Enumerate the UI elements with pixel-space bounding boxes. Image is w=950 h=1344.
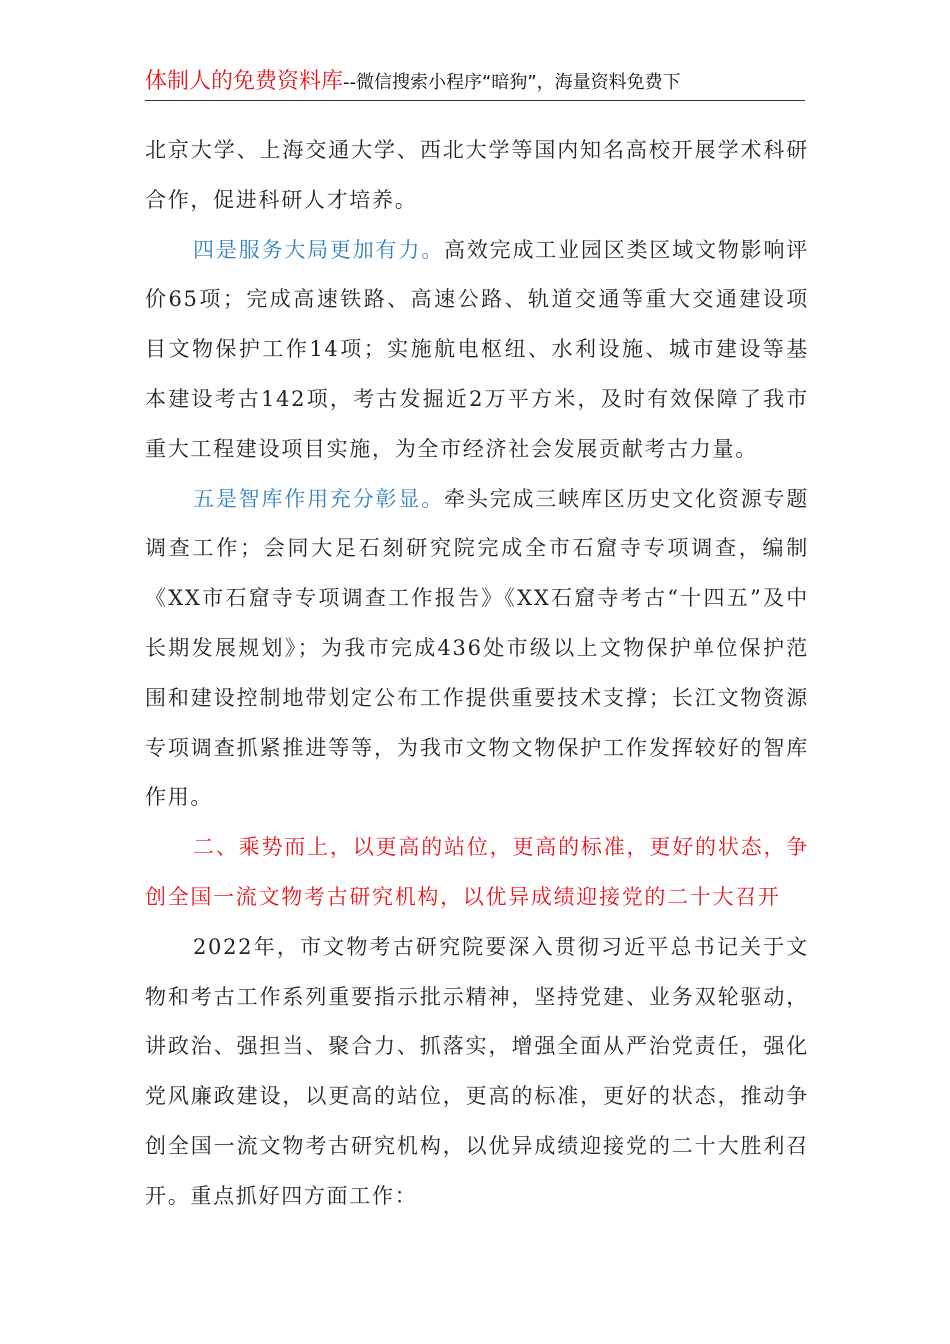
header-divider [145, 100, 805, 101]
paragraph-think-tank [145, 475, 809, 824]
paragraph-lead: 五是智库作用充分彰显。 [193, 486, 445, 511]
header-brand: 体制人的免费资料库 [145, 69, 344, 94]
paragraph-plan-2022: 2022年，市文物考古研究院要深入贯彻习近平总书记关于文物和考古工作系列重要指示批示精神，坚持党建、业务双轮驱动，讲政治、强担当、聚合力、抓落实，增强全面从严治党责任，强化党风廉政建设，以更高的站位，更高的标准，更好的状态，推动争创全国一流文物考古研究机构，以优异成绩迎接党的二十大胜利召开。重点抓好四方面工作： [145, 934, 809, 1208]
paragraph-service [145, 226, 809, 475]
paragraph-text: 牵头完成三峡库区历史文化资源专题调查工作；会同大足石刻研究院完成全市石窟寺专项调查，编制《XX市石窟寺专项调查工作报告》《XX石窟寺考古“十四五”及中长期发展规划》；为我市完成436处市级以上文物保护单位保护范围和建设控制地带划定公布工作提供重要技术支撑；长江文物资源专项调查抓紧推进等等，为我市文物文物保护工作发挥较好的智库作用。 [145, 486, 809, 810]
paragraph-text: 北京大学、上海交通大学、西北大学等国内知名高校开展学术科研合作，促进科研人才培养。 [145, 138, 809, 212]
paragraph-continuation [145, 126, 809, 226]
section-heading: 二、乘势而上，以更高的站位，更高的标准，更好的状态，争创全国一流文物考古研究机构，以优异成绩迎接党的二十大召开 [145, 835, 809, 909]
paragraph-lead: 四是服务大局更加有力。 [193, 237, 445, 262]
document-body [145, 126, 809, 1222]
header-tagline: --微信搜索小程序“暗狗”，海量资料免费下 [343, 72, 681, 93]
paragraph-text: 高效完成工业园区类区域文物影响评价65项；完成高速铁路、高速公路、轨道交通等重大交通建设项目文物保护工作14项；实施航电枢纽、水利设施、城市建设等基本建设考古142项，考古发掘近2万平方米，及时有效保障了我市重大工程建设项目实施，为全市经济社会发展贡献考古力量。 [145, 237, 809, 461]
page-header [145, 64, 805, 100]
